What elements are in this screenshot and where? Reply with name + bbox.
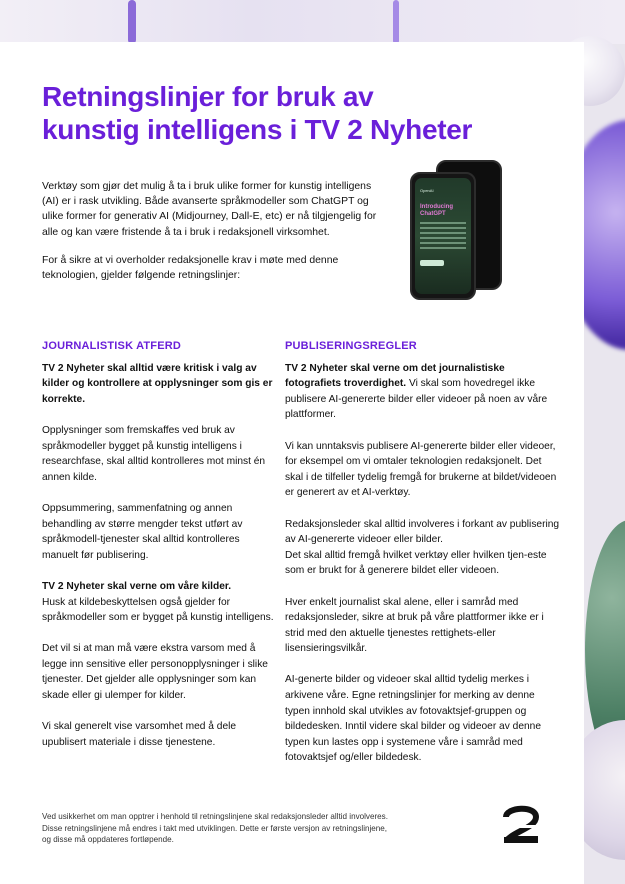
phone-screen	[415, 178, 471, 294]
section-heading-publishing: PUBLISERINGSREGLER	[285, 340, 417, 352]
paragraph: Det vil si at man må være ekstra varsom med å legge inn sensitive eller personopplysninger i slike tjenester. Det gjelder alle opplysninger som kan skade eller gi ulemper for kilder.	[42, 643, 268, 702]
decorative-stripe	[393, 0, 399, 44]
paragraph: Hver enkelt journalist skal alene, eller i samråd med redaksjonsleder, sikre at bruk på våre plattformer ikke er i strid med den aktuelle tjenestes rettighets-eller lisensieringsvilkår.	[285, 596, 544, 655]
intro-section	[42, 179, 387, 296]
paragraph: Opplysninger som fremskaffes ved bruk av språkmodeller bygget på kunstig intelligens i researchfase, skal alltid kontrolleres mot minst én annen kilde.	[42, 424, 266, 483]
phone-button	[420, 260, 444, 266]
journalistic-conduct-column	[42, 339, 277, 766]
paragraph: Vi kan unntaksvis publisere AI-genererte bilder eller videoer, for eksempel om vi omtaler teknologien redaksjonelt. Det skal i de tilfeller tydelig fremgå for brukerne at bildet/videoen er generert av et AI-verktøy.	[285, 440, 557, 499]
intro-paragraph-2: For å sikre at vi overholder redaksjonelle krav i møte med denne teknologien, gjelder følgende retningslinjer:	[42, 254, 339, 282]
page-title	[42, 80, 542, 146]
openai-logo: OpenAI	[420, 188, 434, 193]
title-line-1: Retningslinjer for bruk av	[42, 81, 374, 112]
phone-text-lines	[420, 222, 466, 252]
top-banner-image	[0, 0, 625, 44]
phones-illustration	[408, 160, 504, 296]
title-line-2: kunstig intelligens i TV 2 Nyheter	[42, 114, 473, 145]
paragraph: Redaksjonsleder skal alltid involveres i forkant av publisering av AI-genererte videoer eller bilder. Det skal alltid fremgå hvilket verktøy eller hvilken tjen-este som er brukt for å generere bildet eller videoen.	[285, 518, 560, 577]
paragraph: Vi skal generelt vise varsomhet med å dele upublisert materiale i disse tjenestene.	[42, 721, 237, 748]
paragraph: TV 2 Nyheter skal verne om det journalistiske fotografiets troverdighet. Vi skal som hovedregel ikke publisere AI-genererte bilder eller videoer på noen av våre plattformer.	[285, 362, 548, 421]
decorative-stripe	[128, 0, 136, 44]
phone-headline: Introducing ChatGPT	[420, 204, 453, 217]
footer-note	[42, 811, 462, 846]
footer-line: Disse retningslinjene må endres i takt med utviklingen. Dette er første versjon av retningslinjene,	[42, 823, 388, 833]
paragraph: AI-generte bilder og videoer skal alltid tydelig merkes i arkivene våre. Egne retningslinjer for merking av denne typen innhold skal utvikles av fotovaktsjef-gruppen og bildedesken. Inntil videre skal bilder og videoer av denne typen kun lastes opp i systemene våre i samråd med fotovaktsjef og/eller bildedesk.	[285, 674, 541, 764]
tv2-logo	[500, 803, 542, 845]
paragraph: TV 2 Nyheter skal alltid være kritisk i valg av kilder og kontrollere at opplysninger som gis er korrekte.	[42, 362, 273, 405]
section-heading-journalistic: JOURNALISTISK ATFERD	[42, 340, 182, 352]
intro-paragraph-1: Verktøy som gjør det mulig å ta i bruk ulike former for kunstig intelligens (AI) er i rask utvikling. Både avanserte språkmodeller som ChatGPT og ulike former for generativ AI (Midjourney, Dall-E, etc) er nå tilgjengelig for alle og kan være fristende å ta i bruk i redaksjonell virksomhet.	[42, 181, 377, 238]
paragraph: TV 2 Nyheter skal verne om våre kilder. Husk at kildebeskyttelsen også gjelder for språkmodeller som er bygget på kunstig intelligens.	[42, 580, 274, 624]
paragraph: Oppsummering, sammenfatning og annen behandling av større mengder tekst utført av språkmodell-tjenester skal alltid kontrolleres manuelt før publisering.	[42, 502, 243, 561]
phone-front-image	[410, 172, 476, 300]
footer-line: og disse må oppdateres fortløpende.	[42, 835, 174, 845]
publishing-rules-column	[285, 339, 560, 782]
footer-line: Ved usikkerhet om man opptrer i henhold til retningslinjene skal redaksjonsleder alltid involveres.	[42, 812, 388, 821]
